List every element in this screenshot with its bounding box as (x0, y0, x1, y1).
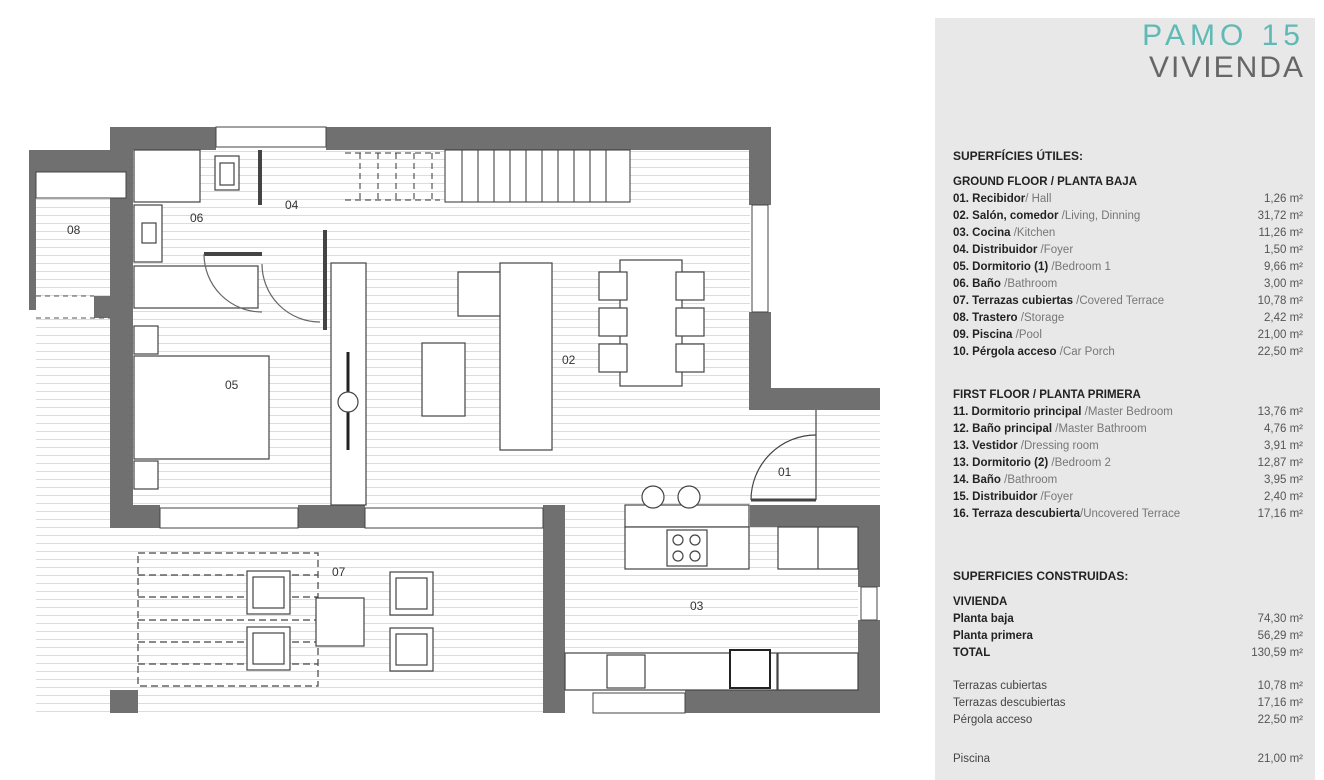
surface-name-en: /Storage (1017, 312, 1065, 324)
surface-name-en: /Bedroom 1 (1048, 261, 1111, 273)
surface-value: 11,26 m² (1258, 227, 1303, 239)
surface-name-en: /Master Bathroom (1052, 423, 1147, 435)
surface-row (953, 455, 1303, 472)
surface-label (953, 327, 1042, 344)
surface-name: 14. Baño (953, 474, 1001, 486)
surface-name-en: /Bedroom 2 (1048, 457, 1111, 469)
pool-row (953, 751, 1303, 768)
surface-name: Terrazas cubiertas (953, 680, 1047, 692)
surface-name-en: /Pool (1012, 329, 1042, 341)
room-label-08: 08 (67, 223, 81, 237)
surface-row (953, 472, 1303, 489)
surface-label (953, 712, 1032, 729)
surface-name-en: /Bathroom (1000, 278, 1058, 290)
pool-label: Piscina (953, 753, 991, 765)
surface-value: 4,76 m² (1264, 423, 1303, 435)
surface-name: 03. Cocina (953, 227, 1011, 239)
surface-name-en: /Kitchen (1010, 227, 1056, 239)
room-label-04: 04 (285, 198, 299, 212)
brand-name: PAMO 15 (1142, 19, 1305, 52)
surface-label (953, 421, 1147, 438)
brand-subtitle: VIVIENDA (1148, 51, 1305, 84)
surface-name-en: /Covered Terrace (1072, 295, 1165, 307)
surface-row (953, 628, 1303, 645)
info-panel (935, 18, 1315, 780)
surface-value: 12,87 m² (1257, 457, 1303, 469)
surface-row (953, 327, 1303, 344)
surface-row (953, 695, 1303, 712)
surface-label (953, 438, 1099, 455)
surface-row (953, 225, 1303, 242)
surface-value: 130,59 m² (1251, 647, 1303, 659)
surface-value: 21,00 m² (1257, 329, 1303, 341)
built-block (953, 594, 1303, 662)
pool-block (953, 751, 1303, 768)
surface-name: 01. Recibidor (953, 193, 1026, 205)
surface-label (953, 276, 1057, 293)
surface-row (953, 421, 1303, 438)
surface-row (953, 645, 1303, 662)
surface-value: 9,66 m² (1264, 261, 1303, 273)
surface-row (953, 611, 1303, 628)
surface-name-en: /Uncovered Terrace (1080, 508, 1181, 520)
surface-name: 13. Vestidor (953, 440, 1018, 452)
surface-name: 04. Distribuidor (953, 244, 1038, 256)
surface-name: 11. Dormitorio principal (953, 406, 1082, 418)
surface-label (953, 645, 990, 662)
surface-name-en: / Hall (1025, 193, 1052, 205)
room-label-03: 03 (690, 599, 704, 613)
room-label-06: 06 (190, 211, 204, 225)
surface-row (953, 506, 1303, 523)
surface-name: 12. Baño principal (953, 423, 1053, 435)
first-floor-block (953, 387, 1303, 523)
surface-name: Terrazas descubiertas (953, 697, 1066, 709)
surface-value: 17,16 m² (1257, 508, 1303, 520)
brand (1142, 20, 1305, 84)
surface-name: 07. Terrazas cubiertas (953, 295, 1073, 307)
surface-value: 1,26 m² (1264, 193, 1303, 205)
surface-value: 3,91 m² (1264, 440, 1303, 452)
surface-name-en: /Foyer (1037, 491, 1074, 503)
surface-name: 13. Dormitorio (2) (953, 457, 1049, 469)
built-surfaces-title: SUPERFICIES CONSTRUIDAS: (953, 569, 1129, 583)
surface-name-en: /Foyer (1037, 244, 1074, 256)
surface-label (953, 404, 1173, 421)
surface-row (953, 276, 1303, 293)
surface-name: 02. Salón, comedor (953, 210, 1059, 222)
surface-label (953, 611, 1014, 628)
surface-row (953, 712, 1303, 729)
surface-value: 3,95 m² (1264, 474, 1303, 486)
surface-label (953, 242, 1073, 259)
surface-label (953, 225, 1055, 242)
surface-row (953, 678, 1303, 695)
surface-value: 2,40 m² (1264, 491, 1303, 503)
surface-label (953, 310, 1064, 327)
surface-name: Planta baja (953, 613, 1014, 625)
surface-name: 05. Dormitorio (1) (953, 261, 1049, 273)
surface-name-en: /Bathroom (1000, 474, 1058, 486)
surface-value: 17,16 m² (1257, 697, 1303, 709)
first-floor-title: FIRST FLOOR / PLANTA PRIMERA (953, 389, 1141, 401)
ground-floor-title: GROUND FLOOR / PLANTA BAJA (953, 176, 1137, 188)
surface-name: 16. Terraza descubierta (953, 508, 1080, 520)
surface-label (953, 695, 1066, 712)
pool-value: 21,00 m² (1257, 753, 1303, 765)
room-label-05: 05 (225, 378, 239, 392)
surface-label (953, 489, 1073, 506)
surface-value: 10,78 m² (1257, 680, 1303, 692)
surface-value: 31,72 m² (1257, 210, 1303, 222)
surface-row (953, 438, 1303, 455)
surface-name: 08. Trastero (953, 312, 1018, 324)
surface-row (953, 310, 1303, 327)
surface-name-en: /Living, Dinning (1058, 210, 1141, 222)
surface-name: TOTAL (953, 647, 991, 659)
room-label-02: 02 (562, 353, 576, 367)
surface-value: 22,50 m² (1257, 346, 1303, 358)
surface-row (953, 191, 1303, 208)
surface-label (953, 678, 1047, 695)
surface-row (953, 208, 1303, 225)
surface-label (953, 191, 1051, 208)
ground-floor-block (953, 174, 1303, 361)
surface-row (953, 259, 1303, 276)
room-label-07: 07 (332, 565, 346, 579)
surface-label (953, 344, 1115, 361)
surface-value: 3,00 m² (1264, 278, 1303, 290)
surface-label (953, 628, 1033, 645)
surface-label (953, 259, 1111, 276)
surface-name: Planta primera (953, 630, 1033, 642)
surface-label (953, 293, 1164, 310)
extras-block (953, 678, 1303, 729)
surface-label (953, 472, 1057, 489)
surface-value: 10,78 m² (1257, 295, 1303, 307)
surface-value: 1,50 m² (1264, 244, 1303, 256)
useful-surfaces-title: SUPERFÍCIES ÚTILES: (953, 149, 1084, 163)
surface-name: Pérgola acceso (953, 714, 1033, 726)
surface-value: 22,50 m² (1257, 714, 1303, 726)
surface-row (953, 293, 1303, 310)
surface-row (953, 404, 1303, 421)
surface-label (953, 455, 1111, 472)
surface-name: 06. Baño (953, 278, 1001, 290)
surface-name: 10. Pérgola acceso (953, 346, 1057, 358)
surface-value: 2,42 m² (1264, 312, 1303, 324)
surface-name: 15. Distribuidor (953, 491, 1038, 503)
built-title: VIVIENDA (953, 596, 1008, 608)
surface-name-en: /Dressing room (1017, 440, 1099, 452)
surface-value: 74,30 m² (1257, 613, 1303, 625)
surface-row (953, 489, 1303, 506)
surface-name-en: /Master Bedroom (1081, 406, 1173, 418)
surface-row (953, 242, 1303, 259)
surface-name-en: /Car Porch (1056, 346, 1115, 358)
surface-row (953, 344, 1303, 361)
surface-label (953, 506, 1180, 523)
surface-value: 13,76 m² (1257, 406, 1303, 418)
surface-label (953, 208, 1140, 225)
surface-name: 09. Piscina (953, 329, 1013, 341)
surface-value: 56,29 m² (1257, 630, 1303, 642)
room-label-01: 01 (778, 465, 792, 479)
